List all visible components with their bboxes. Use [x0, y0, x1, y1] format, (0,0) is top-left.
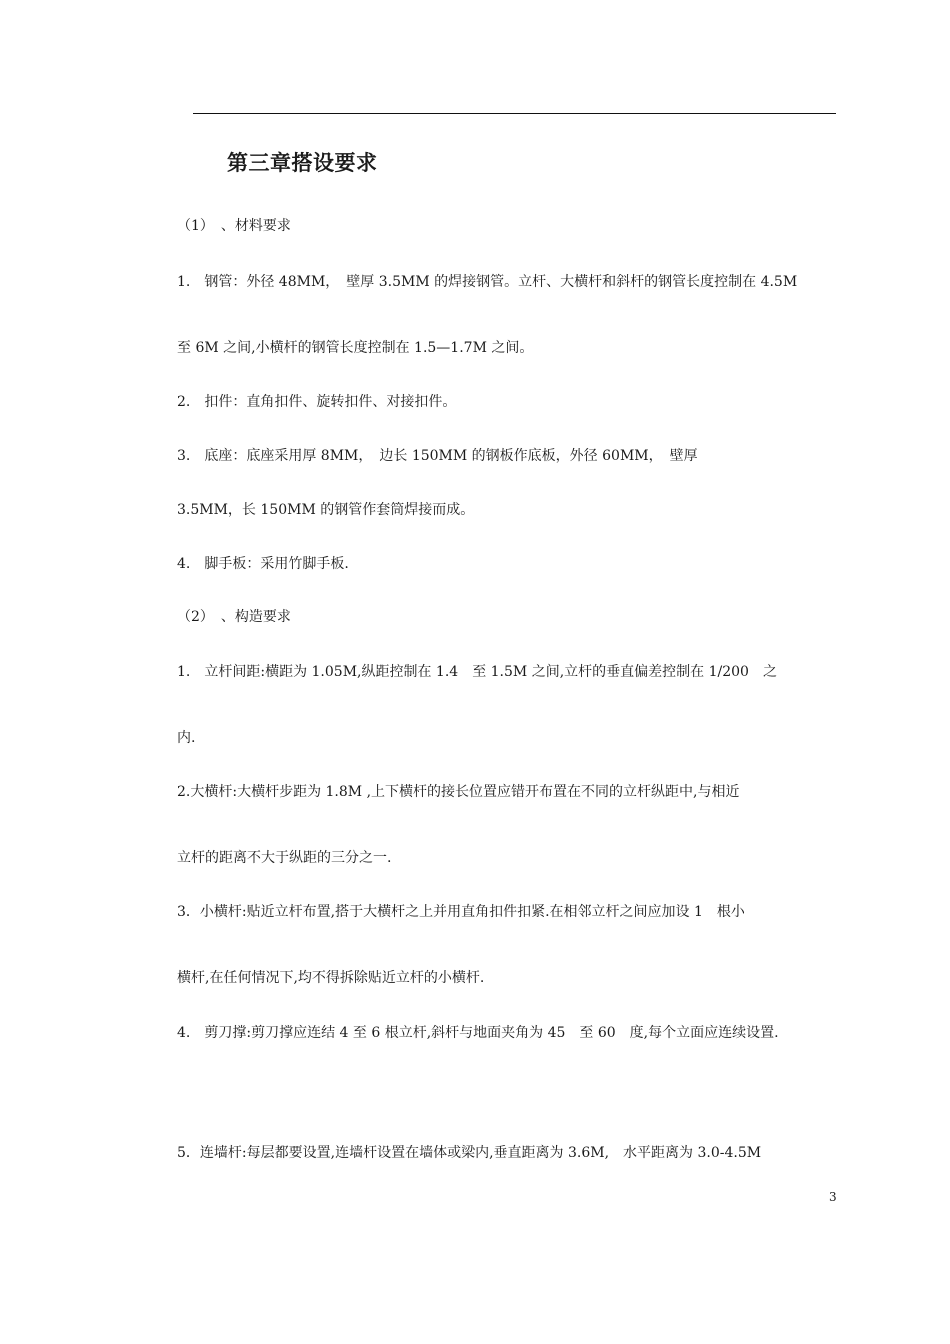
construction-line-8: 5．连墙杆:每层都要设置,连墙杆设置在墙体或梁内,垂直距离为 3.6M, 水平距离为 3.0-4.5M [177, 1145, 762, 1161]
construction-line-6: 横杆,在任何情况下,均不得拆除贴近立杆的小横杆. [177, 970, 485, 986]
materials-line-1: 1. 钢管：外径 48MM， 壁厚 3.5MM 的焊接钢管。立杆、大横杆和斜杆的钢管长度控制在 4.5M [177, 274, 798, 290]
construction-line-3: 2.大横杆:大横杆步距为 1.8M ,上下横杆的接长位置应错开布置在不同的立杆纵距中,与相近 [177, 784, 740, 800]
materials-line-6: 4. 脚手板：采用竹脚手板. [177, 556, 349, 572]
materials-line-2: 至 6M 之间,小横杆的钢管长度控制在 1.5—1.7M 之间。 [177, 340, 534, 356]
page-number: 3 [829, 1190, 837, 1204]
materials-line-4: 3. 底座：底座采用厚 8MM， 边长 150MM 的钢板作底板，外径 60MM， 壁厚 [177, 448, 698, 464]
materials-line-5: 3.5MM，长 150MM 的钢管作套筒焊接而成。 [177, 502, 475, 518]
construction-line-5: 3．小横杆:贴近立杆布置,搭于大横杆之上并用直角扣件扣紧.在相邻立杆之间应加设 1 根小 [177, 904, 745, 920]
construction-line-4: 立杆的距离不大于纵距的三分之一. [177, 850, 392, 866]
header-rule [193, 113, 836, 114]
chapter-title: 第三章搭设要求 [227, 150, 378, 175]
section-heading-construction: （2） 、构造要求 [177, 609, 291, 625]
materials-line-3: 2. 扣件：直角扣件、旋转扣件、对接扣件。 [177, 394, 457, 410]
construction-line-7: 4. 剪刀撑:剪刀撑应连结 4 至 6 根立杆,斜杆与地面夹角为 45 至 60 度,每个立面应连续设置. [177, 1025, 779, 1041]
construction-line-1: 1. 立杆间距:横距为 1.05M,纵距控制在 1.4 至 1.5M 之间,立杆的垂直偏差控制在 1/200 之 [177, 664, 777, 680]
section-heading-materials: （1） 、材料要求 [177, 218, 291, 234]
construction-line-2: 内. [177, 730, 196, 746]
